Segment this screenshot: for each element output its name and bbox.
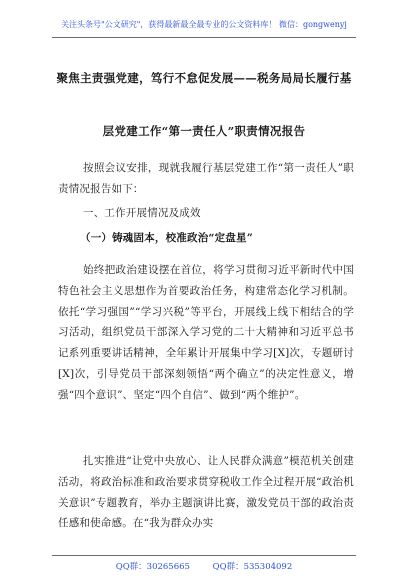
intro-paragraph: 按照会议安排，现就我履行基层党建工作“第一责任人”职责情况报告如下：	[58, 162, 354, 195]
footer-qq-group-2: QQ群：535304092	[212, 562, 293, 572]
document-title-line-1: 聚焦主责强党建，笃行不怠促发展——税务局局长履行基	[56, 71, 352, 85]
footer-contact	[0, 560, 408, 572]
header-promo-note: 关注头条号"公文研究"，获得最新最全最专业的公文资料库！ 微信：gongwenyj	[61, 20, 347, 29]
document-title-line-2: 层党建工作“第一责任人”职责情况报告	[102, 124, 306, 138]
body-paragraph-2: 扎实推进“让党中央放心、让人民群众满意”模范机关创建活动，将政治标准和政治要求贯穿税收工作全过程开展“政治机关意识”专题教育，举办主题演讲比赛，激发党员干部的政治责任感和使命感。在“我为群众办实	[58, 455, 354, 530]
subsection-heading: （一）铸魂固本，校准政治“定盘星”	[80, 232, 253, 244]
body-paragraph-1: 始终把政治建设摆在首位，将学习贯彻习近平新时代中国特色社会主义思想作为首要政治任务，构建常态化学习机制。依托“学习强国”“学习兴税”等平台，开展线上线下相结合的学习活动，组织党员干部深入学习党的二十大精神和习近平总书记系列重要讲话精神，全年累计开展集中学习[X]次，专题研讨[X]次，引导党员干部深刻领悟“两个确立”的决定性意义，增强“四个意识”、坚定“四个自信”、做到“两个维护”。	[58, 264, 354, 401]
header-divider	[52, 37, 356, 38]
footer-qq-group-1: QQ群：30265665	[115, 562, 190, 572]
footer-divider	[52, 555, 356, 556]
section-heading: 一、工作开展情况及成效	[83, 207, 201, 219]
